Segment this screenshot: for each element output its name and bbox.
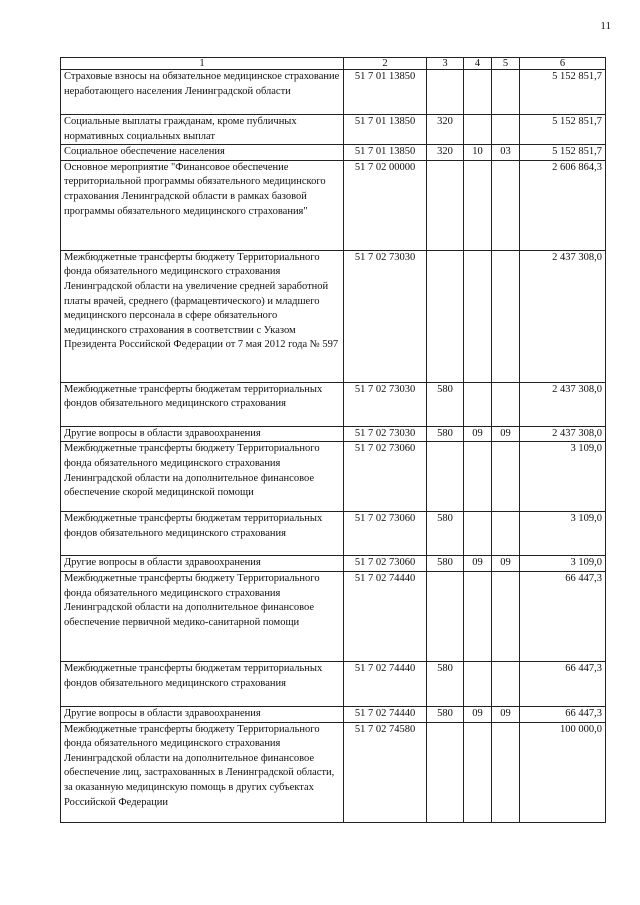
row-amount-cell: 5 152 851,7 bbox=[520, 70, 606, 115]
row-name-cell: Межбюджетные трансферты бюджету Территориального фонда обязательного медицинского страхования Ленинградской области на дополнительное финансовое обеспечение скорой медицинской помощи bbox=[61, 442, 344, 512]
row-csr-cell: 51 7 01 13850 bbox=[344, 115, 427, 145]
row-name-cell: Межбюджетные трансферты бюджетам территориальных фондов обязательного медицинского страхования bbox=[61, 512, 344, 556]
row-name-cell: Социальное обеспечение населения bbox=[61, 145, 344, 161]
row-name-cell: Другие вопросы в области здравоохранения bbox=[61, 556, 344, 572]
table-row bbox=[61, 722, 606, 822]
row-section-cell bbox=[464, 250, 492, 382]
row-expense-type-cell bbox=[427, 442, 464, 512]
row-expense-type-cell bbox=[427, 250, 464, 382]
row-name-cell: Межбюджетные трансферты бюджетам территориальных фондов обязательного медицинского страхования bbox=[61, 382, 344, 426]
row-name-cell: Межбюджетные трансферты бюджету Территориального фонда обязательного медицинского страхования Ленинградской области на дополнительное финансовое обеспечение лиц, застрахованных в Ленинградской области, за оказанную медицинскую помощь в других субъектах Российской Федерации bbox=[61, 722, 344, 822]
row-name-cell: Межбюджетные трансферты бюджетам территориальных фондов обязательного медицинского страхования bbox=[61, 661, 344, 706]
row-amount-cell: 2 437 308,0 bbox=[520, 250, 606, 382]
row-amount-cell: 66 447,3 bbox=[520, 571, 606, 661]
row-subsection-cell bbox=[492, 661, 520, 706]
column-header-3: 3 bbox=[427, 58, 464, 70]
row-section-cell: 10 bbox=[464, 145, 492, 161]
column-header-1: 1 bbox=[61, 58, 344, 70]
row-csr-cell: 51 7 02 74440 bbox=[344, 706, 427, 722]
row-subsection-cell: 09 bbox=[492, 556, 520, 572]
row-subsection-cell bbox=[492, 70, 520, 115]
table-row bbox=[61, 115, 606, 145]
row-amount-cell: 3 109,0 bbox=[520, 512, 606, 556]
row-expense-type-cell: 580 bbox=[427, 382, 464, 426]
row-amount-cell: 5 152 851,7 bbox=[520, 115, 606, 145]
row-section-cell: 09 bbox=[464, 426, 492, 442]
column-header-6: 6 bbox=[520, 58, 606, 70]
row-expense-type-cell: 580 bbox=[427, 661, 464, 706]
row-csr-cell: 51 7 02 74580 bbox=[344, 722, 427, 822]
table-row bbox=[61, 571, 606, 661]
row-csr-cell: 51 7 02 73060 bbox=[344, 556, 427, 572]
row-subsection-cell: 09 bbox=[492, 706, 520, 722]
row-expense-type-cell bbox=[427, 70, 464, 115]
row-expense-type-cell bbox=[427, 160, 464, 250]
column-header-5: 5 bbox=[492, 58, 520, 70]
row-csr-cell: 51 7 02 73030 bbox=[344, 382, 427, 426]
row-subsection-cell bbox=[492, 512, 520, 556]
row-amount-cell: 2 437 308,0 bbox=[520, 382, 606, 426]
table-row bbox=[61, 382, 606, 426]
row-subsection-cell bbox=[492, 115, 520, 145]
row-amount-cell: 3 109,0 bbox=[520, 556, 606, 572]
row-section-cell bbox=[464, 442, 492, 512]
row-section-cell bbox=[464, 160, 492, 250]
row-subsection-cell: 03 bbox=[492, 145, 520, 161]
row-subsection-cell bbox=[492, 160, 520, 250]
row-csr-cell: 51 7 01 13850 bbox=[344, 70, 427, 115]
budget-table bbox=[60, 57, 606, 823]
row-subsection-cell bbox=[492, 382, 520, 426]
row-subsection-cell: 09 bbox=[492, 426, 520, 442]
table-row bbox=[61, 661, 606, 706]
row-section-cell bbox=[464, 661, 492, 706]
row-csr-cell: 51 7 02 74440 bbox=[344, 661, 427, 706]
row-name-cell: Межбюджетные трансферты бюджету Территориального фонда обязательного медицинского страхования Ленинградской области на увеличение средней заработной платы врачей, среднего (фармацевтического) и младшего медицинского персонала в сфере обязательного медицинского страхования в соответствии с Указом Президента Российской Федерации от 7 мая 2012 года № 597 bbox=[61, 250, 344, 382]
row-subsection-cell bbox=[492, 442, 520, 512]
row-csr-cell: 51 7 02 73060 bbox=[344, 442, 427, 512]
row-expense-type-cell: 580 bbox=[427, 556, 464, 572]
row-expense-type-cell: 320 bbox=[427, 115, 464, 145]
row-name-cell: Страховые взносы на обязательное медицинское страхование неработающего населения Ленинградской области bbox=[61, 70, 344, 115]
row-section-cell bbox=[464, 571, 492, 661]
row-subsection-cell bbox=[492, 250, 520, 382]
table-row bbox=[61, 442, 606, 512]
row-amount-cell: 2 437 308,0 bbox=[520, 426, 606, 442]
row-expense-type-cell: 580 bbox=[427, 426, 464, 442]
table-row bbox=[61, 512, 606, 556]
row-name-cell: Социальные выплаты гражданам, кроме публичных нормативных социальных выплат bbox=[61, 115, 344, 145]
table-row bbox=[61, 250, 606, 382]
row-csr-cell: 51 7 02 00000 bbox=[344, 160, 427, 250]
row-amount-cell: 66 447,3 bbox=[520, 661, 606, 706]
table-row bbox=[61, 145, 606, 161]
table-row bbox=[61, 706, 606, 722]
row-section-cell bbox=[464, 115, 492, 145]
row-section-cell: 09 bbox=[464, 706, 492, 722]
row-section-cell bbox=[464, 722, 492, 822]
row-amount-cell: 100 000,0 bbox=[520, 722, 606, 822]
row-name-cell: Другие вопросы в области здравоохранения bbox=[61, 426, 344, 442]
row-subsection-cell bbox=[492, 571, 520, 661]
table-row bbox=[61, 556, 606, 572]
table-row bbox=[61, 160, 606, 250]
row-expense-type-cell bbox=[427, 722, 464, 822]
row-expense-type-cell: 320 bbox=[427, 145, 464, 161]
column-header-2: 2 bbox=[344, 58, 427, 70]
row-csr-cell: 51 7 02 73060 bbox=[344, 512, 427, 556]
row-expense-type-cell bbox=[427, 571, 464, 661]
row-expense-type-cell: 580 bbox=[427, 512, 464, 556]
row-csr-cell: 51 7 02 74440 bbox=[344, 571, 427, 661]
row-name-cell: Основное мероприятие "Финансовое обеспечение территориальной программы обязательного медицинского страхования Ленинградской области в рамках базовой программы обязательного медицинского страхования" bbox=[61, 160, 344, 250]
table-header-row bbox=[61, 58, 606, 70]
row-csr-cell: 51 7 01 13850 bbox=[344, 145, 427, 161]
row-amount-cell: 5 152 851,7 bbox=[520, 145, 606, 161]
row-amount-cell: 66 447,3 bbox=[520, 706, 606, 722]
row-expense-type-cell: 580 bbox=[427, 706, 464, 722]
row-section-cell bbox=[464, 382, 492, 426]
table-row bbox=[61, 426, 606, 442]
row-amount-cell: 2 606 864,3 bbox=[520, 160, 606, 250]
row-amount-cell: 3 109,0 bbox=[520, 442, 606, 512]
row-subsection-cell bbox=[492, 722, 520, 822]
row-section-cell bbox=[464, 512, 492, 556]
row-name-cell: Межбюджетные трансферты бюджету Территориального фонда обязательного медицинского страхования Ленинградской области на дополнительное финансовое обеспечение первичной медико-санитарной помощи bbox=[61, 571, 344, 661]
row-csr-cell: 51 7 02 73030 bbox=[344, 250, 427, 382]
column-header-4: 4 bbox=[464, 58, 492, 70]
row-csr-cell: 51 7 02 73030 bbox=[344, 426, 427, 442]
table-row bbox=[61, 70, 606, 115]
row-section-cell bbox=[464, 70, 492, 115]
row-name-cell: Другие вопросы в области здравоохранения bbox=[61, 706, 344, 722]
page-number: 11 bbox=[600, 20, 611, 32]
row-section-cell: 09 bbox=[464, 556, 492, 572]
